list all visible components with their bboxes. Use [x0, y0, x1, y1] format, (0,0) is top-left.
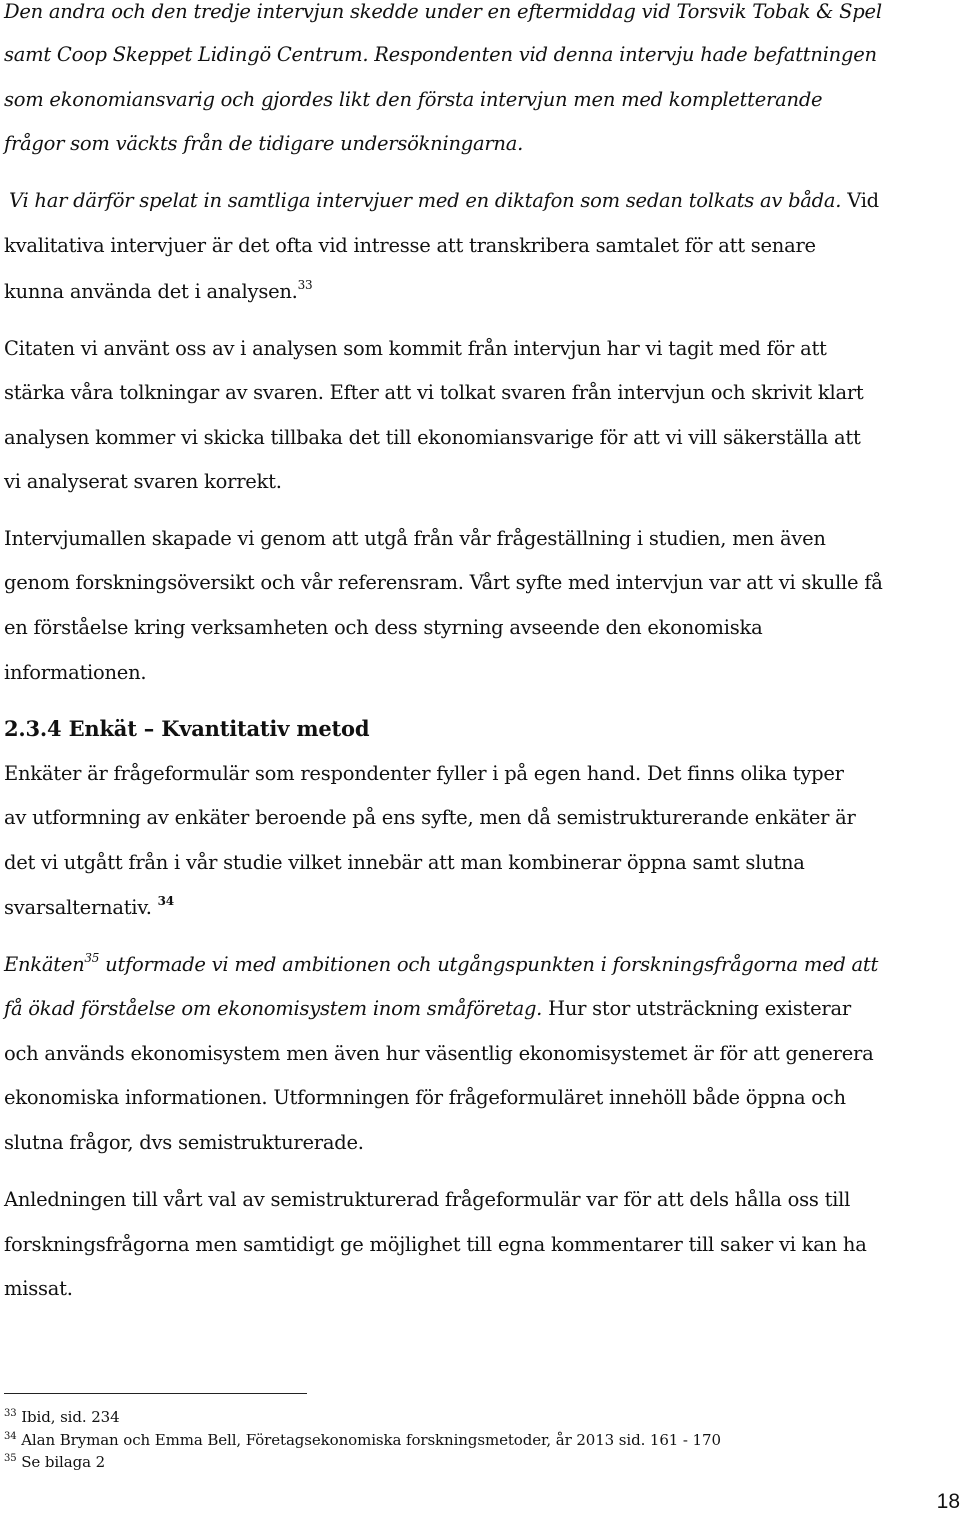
- line-text: Vid: [847, 189, 879, 212]
- footnote-number: 33: [4, 1408, 17, 1419]
- footnote-text: Se bilaga 2: [21, 1453, 106, 1471]
- paragraph-line: Intervjumallen skapade vi genom att utgå från vår frågeställning i studien, men även: [4, 527, 826, 550]
- paragraph-line: samt Coop Skeppet Lidingö Centrum. Respondenten vid denna intervju hade befattningen: [4, 43, 877, 66]
- paragraph-line: missat.: [4, 1277, 73, 1300]
- paragraph-line: och används ekonomisystem men även hur väsentlig ekonomisystemet är för att generera: [4, 1042, 874, 1065]
- paragraph-line: analysen kommer vi skicka tillbaka det till ekonomiansvarige för att vi vill säkerställa att: [4, 426, 861, 449]
- paragraph-line: ekonomiska informationen. Utformningen för frågeformuläret innehöll både öppna och: [4, 1086, 846, 1109]
- footnote-ref: 34: [157, 894, 174, 908]
- footnote-text: Alan Bryman och Emma Bell, Företagsekonomiska forskningsmetoder, år 2013 sid. 161 - 170: [21, 1431, 721, 1449]
- paragraph-line: Citaten vi använt oss av i analysen som kommit från intervjun har vi tagit med för att: [4, 337, 827, 360]
- paragraph-line: det vi utgått från i vår studie vilket innebär att man kombinerar öppna samt slutna: [4, 851, 805, 874]
- line-text: utformade vi med ambitionen och utgångspunkten i forskningsfrågorna med att: [99, 953, 879, 976]
- footnote-number: 34: [4, 1431, 17, 1442]
- footnote-ref: 33: [297, 278, 313, 292]
- line-text: Vi har därför spelat in samtliga intervjuer med en diktafon som sedan tolkats av båda.: [9, 189, 842, 212]
- section-heading: 2.3.4 Enkät – Kvantitativ metod: [4, 716, 370, 741]
- line-text: kunna använda det i analysen.: [4, 280, 298, 303]
- line-text: stärka våra tolkningar av svaren.: [4, 381, 324, 404]
- paragraph-line: en förståelse kring verksamheten och dess styrning avseende den ekonomiska: [4, 616, 763, 639]
- paragraph-line: [4, 995, 851, 1023]
- footnote: [4, 1407, 120, 1427]
- paragraph-line: vi analyserat svaren korrekt.: [4, 470, 282, 493]
- footnote-separator: [4, 1393, 307, 1394]
- paragraph-line: forskningsfrågorna men samtidigt ge möjlighet till egna kommentarer till saker vi kan ha: [4, 1233, 867, 1256]
- paragraph-line: av utformning av enkäter beroende på ens syfte, men då semistrukturerande enkäter är: [4, 806, 856, 829]
- page-number: 18: [936, 1490, 960, 1513]
- footnote-text: Ibid, sid. 234: [21, 1408, 120, 1426]
- paragraph-line: frågor som väckts från de tidigare undersökningarna.: [4, 132, 524, 155]
- paragraph-line: [4, 379, 863, 407]
- line-text: få ökad förståelse om ekonomisystem inom småföretag.: [4, 997, 543, 1020]
- paragraph-line: slutna frågor, dvs semistrukturerade.: [4, 1131, 364, 1154]
- footnote-number: 35: [4, 1453, 17, 1464]
- paragraph-line: Den andra och den tredje intervjun skedde under en eftermiddag vid Torsvik Tobak & Spel: [4, 0, 882, 23]
- paragraph-line: [9, 187, 879, 215]
- line-text: Vårt syfte med intervjun var att vi skulle få: [469, 571, 883, 594]
- paragraph-line: informationen.: [4, 661, 147, 684]
- paragraph-line: [4, 278, 312, 306]
- line-text: Hur stor utsträckning existerar: [548, 997, 851, 1020]
- paragraph-line: [4, 569, 883, 597]
- line-text: Efter att vi tolkat svaren från intervjun och skrivit klart: [329, 381, 864, 404]
- paragraph-line: [4, 951, 878, 979]
- line-text: Enkäten: [4, 953, 85, 976]
- footnote: [4, 1452, 105, 1472]
- paragraph-line: som ekonomiansvarig och gjordes likt den första intervjun men med kompletterande: [4, 88, 823, 111]
- paragraph-line: [4, 894, 174, 922]
- footnote-ref: 35: [84, 951, 100, 965]
- line-text: genom forskningsöversikt och vår referensram.: [4, 571, 464, 594]
- paragraph-line: Enkäter är frågeformulär som respondenter fyller i på egen hand. Det finns olika typer: [4, 762, 844, 785]
- line-text: svarsalternativ.: [4, 896, 152, 919]
- paragraph-line: kvalitativa intervjuer är det ofta vid intresse att transkribera samtalet för att senare: [4, 234, 816, 257]
- paragraph-line: Anledningen till vårt val av semistrukturerad frågeformulär var för att dels hålla oss till: [4, 1188, 851, 1211]
- footnote: [4, 1430, 721, 1450]
